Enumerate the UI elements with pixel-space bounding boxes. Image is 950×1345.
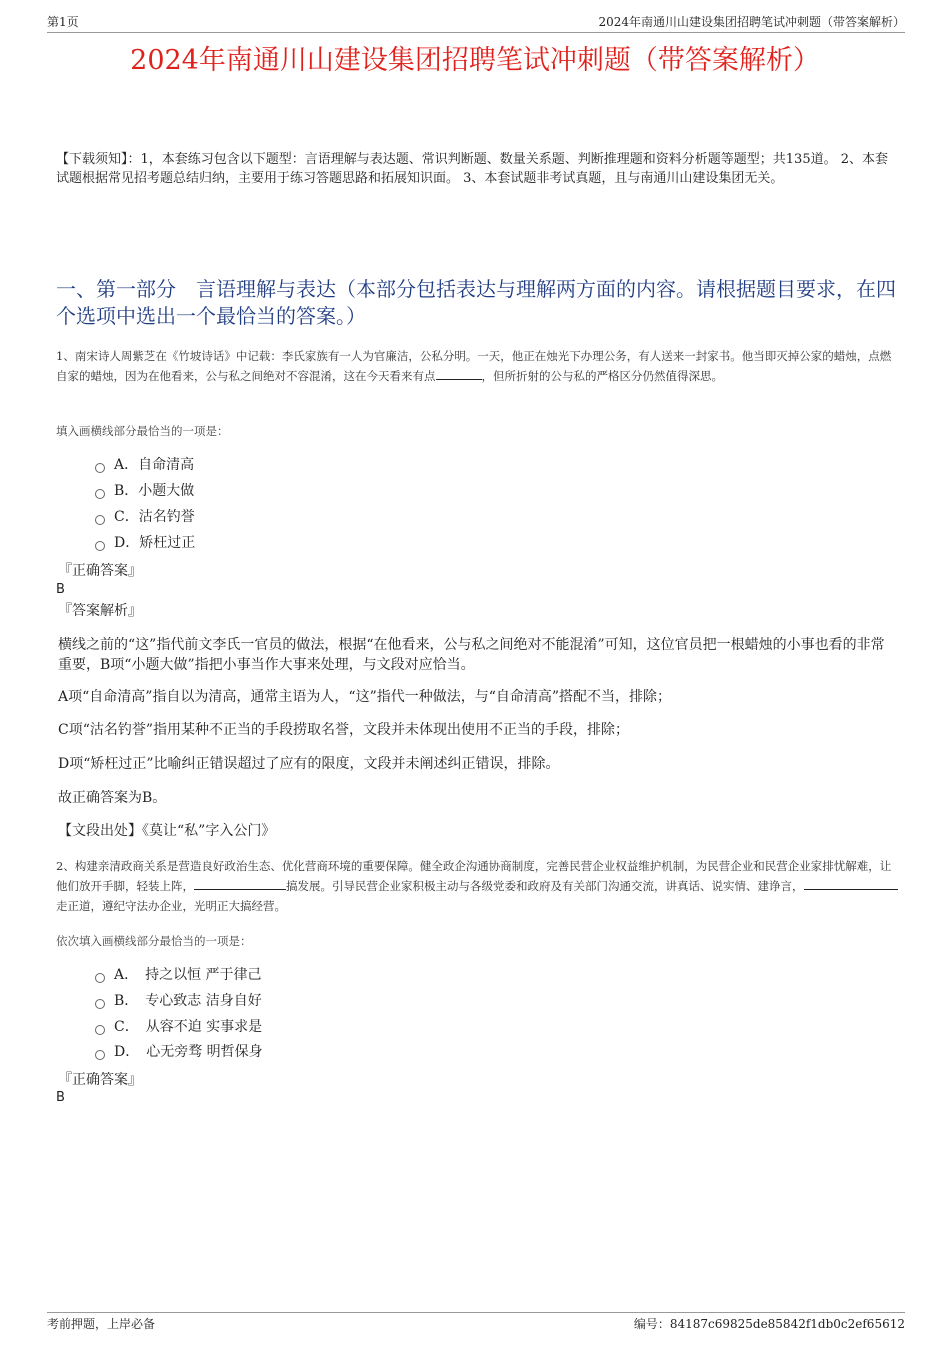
radio-icon[interactable] (95, 463, 105, 473)
analysis-paragraph: A项“自命清高”指自以为清高，通常主语为人，“这”指代一种做法，与“自命清高”搭配不当，排除； (58, 689, 672, 705)
option-a[interactable]: A．自命清高 (95, 456, 194, 474)
option-b[interactable]: B．小题大做 (95, 482, 194, 500)
analysis-paragraph: 故正确答案为B。 (58, 790, 167, 806)
radio-icon[interactable] (95, 515, 105, 525)
answer-value: B (56, 1090, 65, 1105)
question-2-instruction: 依次填入画横线部分最恰当的一项是： (56, 934, 252, 948)
download-notice: 【下载须知】：1，本套练习包含以下题型：言语理解与表达题、常识判断题、数量关系题、判断推理题和资料分析题等题型；共135道。 2、本套试题根据常见招考题总结归纳，主要用于练习答题思路和拓展知识面。 3、本套试题非考试真题，且与南通川山建设集团无关。 (56, 152, 888, 186)
analysis-paragraph: D项“矫枉过正”比喻纠正错误超过了应有的限度，文段并未阐述纠正错误，排除。 (58, 756, 560, 772)
radio-icon[interactable] (95, 1025, 105, 1035)
source-note: 【文段出处】《莫让“私”字入公门》 (58, 823, 276, 839)
question-2-text: 2、构建亲清政商关系是营造良好政治生态、优化营商环境的重要保障。健全政企沟通协商制度，完善民营企业权益维护机制，为民营企业和民营企业家排忧解难，让他们放开手脚，轻装上阵， 搞发展。引导民营企业家积极主动与各级党委和政府及有关部门沟通交流，讲真话、说实情、建诤言，走正道，遵纪守法办企业，光明正大搞经营。 (56, 856, 898, 916)
option-d[interactable]: D． 心无旁骛 明哲保身 (95, 1043, 263, 1061)
page-footer (47, 1312, 905, 1334)
analysis-paragraph: 横线之前的“这”指代前文李氏一官员的做法，根据“在他看来，公与私之间绝对不能混淆”可知，这位官员把一根蜡烛的小事也看的非常重要，B项“小题大做”指把小事当作大事来处理，与文段对应恰当。 (58, 637, 885, 673)
analysis-paragraph: C项“沽名钓誉”指用某种不正当的手段捞取名誉，文段并未体现出使用不正当的手段，排除； (58, 722, 630, 738)
option-d[interactable]: D．矫枉过正 (95, 534, 195, 552)
analysis-label: 『答案解析』 (58, 603, 142, 619)
page-header (47, 14, 905, 33)
option-c[interactable]: C．沽名钓誉 (95, 508, 195, 526)
document-title: 2024年南通川山建设集团招聘笔试冲刺题（带答案解析） (130, 45, 820, 76)
page-number: 第1页 (47, 15, 79, 29)
footer-slogan: 考前押题，上岸必备 (47, 1317, 156, 1331)
footer-serial: 编号：84187c69825de85842f1db0c2ef65612 (633, 1317, 905, 1331)
question-1-text: 1、南宋诗人周紫芝在《竹坡诗话》中记载：李氏家族有一人为官廉洁，公私分明。一天，他正在烛光下办理公务，有人送来一封家书。他当即灭掉公家的蜡烛，点燃自家的蜡烛，因为在他看来，公与私之间绝对不容混淆，这在今天看来有点 ，但所折射的公与私的严格区分仍然值得深思。 (56, 349, 892, 383)
option-b[interactable]: B． 专心致志 洁身自好 (95, 992, 262, 1010)
answer-value: B (56, 582, 65, 597)
section-heading: 一、第一部分 言语理解与表达（本部分包括表达与理解两方面的内容。请根据题目要求，在四个选项中选出一个最恰当的答案。） (56, 277, 896, 328)
answer-label: 『正确答案』 (58, 563, 142, 579)
header-doc-title: 2024年南通川山建设集团招聘笔试冲刺题（带答案解析） (598, 15, 905, 29)
radio-icon[interactable] (95, 999, 105, 1009)
radio-icon[interactable] (95, 1050, 105, 1060)
fill-blank (436, 367, 482, 380)
radio-icon[interactable] (95, 541, 105, 551)
fill-blank (804, 877, 898, 890)
option-c[interactable]: C． 从容不迫 实事求是 (95, 1018, 262, 1036)
fill-blank (194, 877, 286, 890)
option-a[interactable]: A． 持之以恒 严于律己 (95, 966, 262, 984)
answer-label: 『正确答案』 (58, 1072, 142, 1088)
radio-icon[interactable] (95, 973, 105, 983)
radio-icon[interactable] (95, 489, 105, 499)
question-1-instruction: 填入画横线部分最恰当的一项是： (56, 424, 229, 438)
